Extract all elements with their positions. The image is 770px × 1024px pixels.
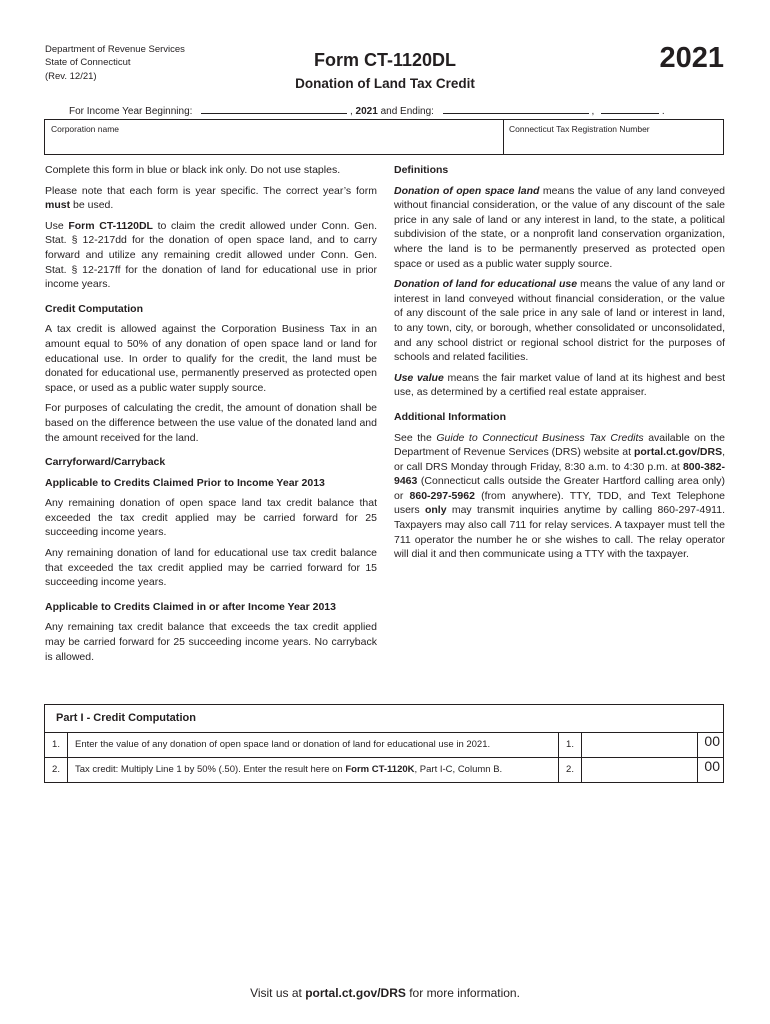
part1-title: Part I - Credit Computation (45, 705, 723, 733)
instructions-left-column (45, 163, 377, 670)
additional-info-paragraph: See the Guide to Connecticut Business Tax Credits available on the Department of Revenue Services (DRS) website at portal.ct.gov/DRS, or call DRS Monday through Friday, 8:30 a.m. to 4:30 p.m. at 800-382-9463 (Connecticut calls outside the Greater Hartford calling area only) or 860-297-5962 (from anywhere). TTY, TDD, and Text Telephone users only may transmit inquiries anytime by calling 860-297-4911. Taxpayers may also call 711 for relay services. A taxpayer must tell the 711 operator the number he or she wishes to call. The relay operator will dial it and then communicate using a TTY with the taxpayer. (394, 431, 725, 561)
revision-date: (Rev. 12/21) (45, 71, 97, 82)
definition-open-space: Donation of open space land means the value of any land conveyed without financial consideration, or the value of any discount of the sale price in any sale of land or any interest in land, to the state, a political subdivision of the state, or a nonprofit land conservation organization, where the land is to be permanently preserved as protected open space or used as a public water supply source. (394, 184, 725, 270)
income-year-comma-2: , (591, 106, 595, 117)
name-box-divider (503, 120, 504, 154)
part1-credit-computation-table (44, 704, 724, 783)
income-year-period: . (661, 106, 665, 117)
instructions-right-column (394, 163, 725, 568)
credit-computation-paragraph: A tax credit is allowed against the Corporation Business Tax in an amount equal to 50% of any donation of open space land or land for educational use. In order to qualify for the credit, the land must be donated for educational use, permanently preserved as protected open space, or used as a public water supply source. (45, 323, 377, 394)
footer-website-link[interactable]: portal.ct.gov/DRS (305, 986, 406, 1000)
prior-2013-heading: Applicable to Credits Claimed Prior to Income Year 2013 (45, 476, 325, 489)
line2-cents: 00 (704, 758, 720, 774)
tax-year: 2021 (659, 42, 724, 74)
after-2013-heading: Applicable to Credits Claimed in or after Income Year 2013 (45, 600, 336, 613)
footer: Visit us at portal.ct.gov/DRS for more information. (250, 986, 520, 1000)
form-title: Form CT-1120DL (313, 50, 457, 70)
credit-computation-heading: Credit Computation (45, 302, 143, 315)
after-2013-paragraph: Any remaining tax credit balance that exceeds the tax credit applied may be carried forward for 25 succeeding income years. No carryback is allowed. (45, 621, 377, 663)
drs-website-link[interactable]: portal.ct.gov/DRS (633, 446, 723, 459)
income-year-ending-label: and Ending: (380, 106, 434, 117)
line2-amount-field[interactable] (582, 758, 698, 782)
line1-number: 1. (45, 733, 68, 757)
donation-amount-paragraph: For purposes of calculating the credit, the amount of donation shall be based on the difference between the use value of the donated land and the amount received for the land. (45, 402, 377, 444)
ink-instruction: Complete this form in blue or black ink only. Do not use staples. (45, 164, 341, 176)
line2-ref: 2. (558, 758, 582, 782)
corporation-name-label: Corporation name (51, 124, 120, 134)
line1-amount-field[interactable] (582, 733, 698, 757)
table-row (45, 733, 723, 757)
state-name: State of Connecticut (45, 56, 131, 68)
table-row (45, 757, 723, 782)
open-space-carryforward-paragraph: Any remaining donation of open space land tax credit balance that exceeded the tax credit applied may be carried forward for 25 succeeding income years. (45, 497, 377, 539)
corporation-info-box (44, 119, 724, 155)
income-year-beginning-label: For Income Year Beginning: (69, 106, 193, 117)
agency-name: Department of Revenue Services (45, 44, 185, 55)
educational-carryforward-paragraph: Any remaining donation of land for educational use tax credit balance that exceeded the tax credit applied may be carried forward for 15 succeeding income years. (45, 547, 377, 589)
income-year-ending-year-field[interactable] (601, 104, 659, 114)
income-year-year: 2021 (355, 106, 378, 117)
definition-use-value: Use value means the fair market value of land at its highest and best use, as determined by a certified real estate appraiser. (394, 371, 725, 399)
form-subtitle: Donation of Land Tax Credit (295, 76, 475, 91)
income-year-line (69, 104, 665, 117)
definition-educational-use: Donation of land for educational use means the value of any land or interest in land conveyed without financial consideration, or the value of any discount of the sale price in any sale of land or interest in land, to any town, city, or borough, whether consolidated or unconsolidated, and any school district or regional school district for the purposes of schools and related facilities. (394, 278, 725, 364)
registration-number-label: Connecticut Tax Registration Number (509, 124, 650, 134)
definitions-heading: Definitions (394, 164, 449, 176)
carryforward-heading: Carryforward/Carryback (45, 456, 166, 469)
income-year-comma: , (349, 106, 353, 117)
year-specific-note: Please note that each form is year specific. The correct year’s form must be used. (45, 184, 377, 212)
income-year-beginning-field[interactable] (201, 104, 347, 114)
line2-description: Tax credit: Multiply Line 1 by 50% (.50). Enter the result here on Form CT-1120K, Part I-C, Column B. (75, 764, 503, 775)
line2-number: 2. (45, 758, 68, 782)
line1-cents: 00 (704, 733, 720, 749)
line1-description: Enter the value of any donation of open space land or donation of land for educational use in 2021. (75, 739, 491, 750)
income-year-ending-field[interactable] (443, 104, 589, 114)
line1-ref: 1. (558, 733, 582, 757)
purpose-paragraph: Use Form CT-1120DL to claim the credit allowed under Conn. Gen. Stat. § 12-217dd for the donation of open space land, and to carry forward and utilize any remaining credit allowed under Conn. Gen. Stat. § 12-217ff for the donation of land for educational use in prior income years. (45, 219, 378, 291)
additional-info-heading: Additional Information (394, 410, 506, 423)
